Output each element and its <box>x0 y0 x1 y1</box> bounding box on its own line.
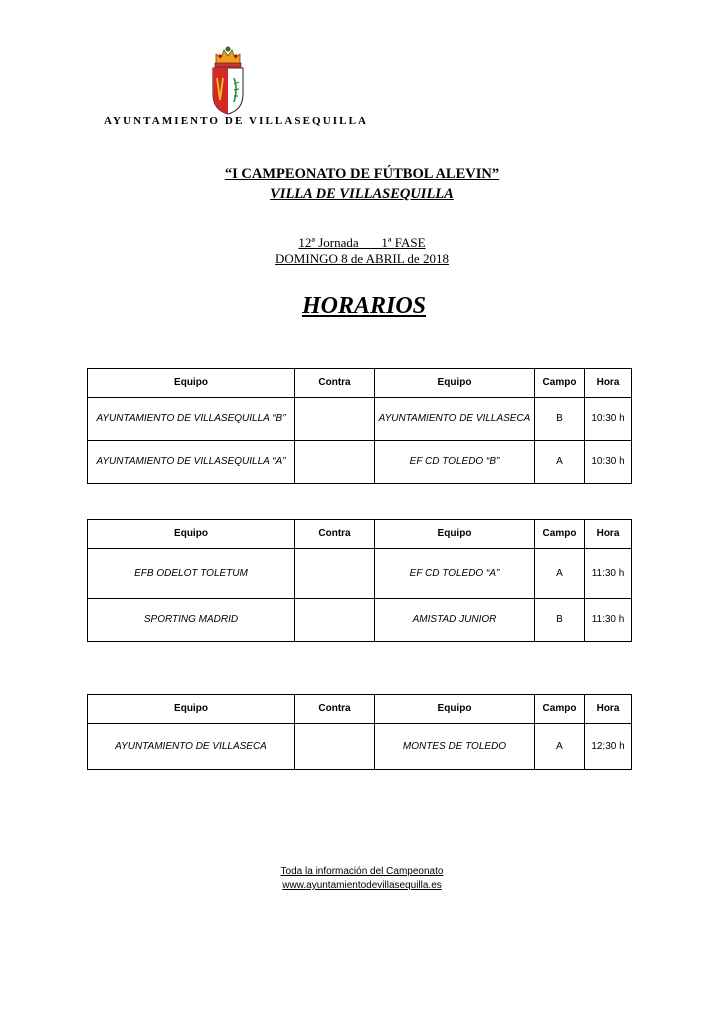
column-header-hora: Hora <box>585 520 632 549</box>
championship-title: “I CAMPEONATO DE FÚTBOL ALEVIN” <box>224 166 500 182</box>
column-header-campo: Campo <box>535 369 585 398</box>
column-header-contra: Contra <box>295 369 375 398</box>
home-team: SPORTING MADRID <box>88 599 295 642</box>
column-header-contra: Contra <box>295 520 375 549</box>
field-cell: B <box>535 398 585 441</box>
contra-cell <box>295 599 375 642</box>
time-cell: 10:30 h <box>585 398 632 441</box>
column-header-equipo: Equipo <box>88 695 295 724</box>
schedule-table-1 <box>87 368 632 484</box>
column-header-equipo: Equipo <box>88 369 295 398</box>
table-header-row <box>88 695 632 724</box>
column-header-equipo: Equipo <box>375 369 535 398</box>
footer-website-link[interactable]: www.ayuntamientodevillasequilla.es <box>282 880 442 891</box>
home-team: EFB ODELOT TOLETUM <box>88 549 295 599</box>
table-row <box>88 599 632 642</box>
column-header-equipo: Equipo <box>88 520 295 549</box>
venue-title: VILLA DE VILLASEQUILLA <box>270 186 454 202</box>
table-row <box>88 724 632 770</box>
table-row <box>88 441 632 484</box>
time-cell: 12:30 h <box>585 724 632 770</box>
away-team: AMISTAD JUNIOR <box>375 599 535 642</box>
away-team: AYUNTAMIENTO DE VILLASECA <box>375 398 535 441</box>
match-date: DOMINGO 8 de ABRIL de 2018 <box>275 251 449 266</box>
schedule-table-3 <box>87 694 632 770</box>
contra-cell <box>295 398 375 441</box>
away-team: MONTES DE TOLEDO <box>375 724 535 770</box>
table-header-row <box>88 520 632 549</box>
column-header-hora: Hora <box>585 369 632 398</box>
section-title: HORARIOS <box>301 293 427 319</box>
column-header-equipo: Equipo <box>375 695 535 724</box>
field-cell: B <box>535 599 585 642</box>
round-info: 12ª Jornada 1ª FASE <box>298 235 426 250</box>
footer-info: Toda la información del Campeonato <box>280 866 444 877</box>
organization-name: AYUNTAMIENTO DE VILLASEQUILLA <box>104 115 369 127</box>
column-header-campo: Campo <box>535 695 585 724</box>
table-row <box>88 398 632 441</box>
time-cell: 11:30 h <box>585 599 632 642</box>
time-cell: 10:30 h <box>585 441 632 484</box>
column-header-equipo: Equipo <box>375 520 535 549</box>
home-team: AYUNTAMIENTO DE VILLASEQUILLA “B” <box>88 398 295 441</box>
home-team: AYUNTAMIENTO DE VILLASECA <box>88 724 295 770</box>
field-cell: A <box>535 724 585 770</box>
schedule-table-2 <box>87 519 632 642</box>
home-team: AYUNTAMIENTO DE VILLASEQUILLA “A” <box>88 441 295 484</box>
away-team: EF CD TOLEDO “A” <box>375 549 535 599</box>
column-header-campo: Campo <box>535 520 585 549</box>
table-row <box>88 549 632 599</box>
field-cell: A <box>535 441 585 484</box>
coat-of-arms-icon <box>208 44 248 116</box>
away-team: EF CD TOLEDO “B” <box>375 441 535 484</box>
table-header-row <box>88 369 632 398</box>
column-header-hora: Hora <box>585 695 632 724</box>
column-header-contra: Contra <box>295 695 375 724</box>
time-cell: 11:30 h <box>585 549 632 599</box>
contra-cell <box>295 441 375 484</box>
contra-cell <box>295 724 375 770</box>
field-cell: A <box>535 549 585 599</box>
contra-cell <box>295 549 375 599</box>
